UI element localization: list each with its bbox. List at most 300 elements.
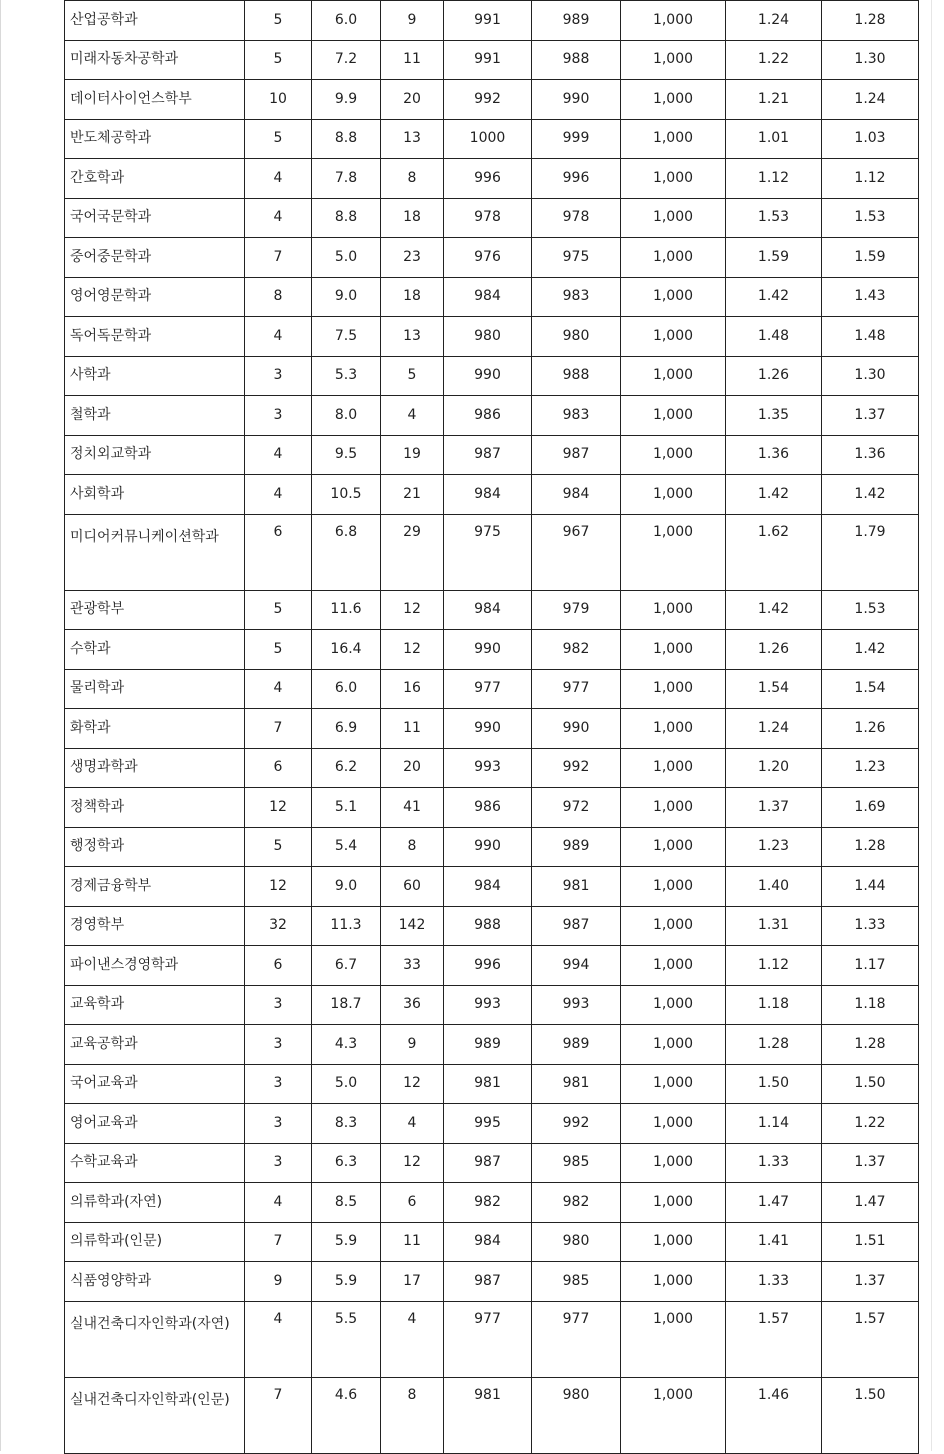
- department-name-cell: 독어독문학과: [65, 317, 245, 357]
- department-name-cell: 철학과: [65, 396, 245, 436]
- competition-rate-cell: 7.2: [312, 40, 381, 80]
- waitlist-cell: 18: [381, 198, 444, 238]
- grade-top-cell: 1.48: [726, 317, 822, 357]
- waitlist-cell: 13: [381, 119, 444, 159]
- grade-top-cell: 1.22: [726, 40, 822, 80]
- quota-cell: 4: [245, 669, 312, 709]
- grade-top-cell: 1.37: [726, 788, 822, 828]
- competition-rate-cell: 6.0: [312, 1, 381, 41]
- quota-cell: 8: [245, 277, 312, 317]
- table-row: [65, 80, 919, 120]
- grade-bottom-cell: 1.37: [822, 396, 919, 436]
- quota-cell: 4: [245, 435, 312, 475]
- grade-bottom-cell: 1.43: [822, 277, 919, 317]
- score-bottom-cell: 982: [532, 1183, 621, 1223]
- grade-top-cell: 1.28: [726, 1025, 822, 1065]
- grade-bottom-cell: 1.30: [822, 40, 919, 80]
- waitlist-cell: 8: [381, 1377, 444, 1453]
- department-name-cell: 정책학과: [65, 788, 245, 828]
- grade-bottom-cell: 1.44: [822, 867, 919, 907]
- waitlist-cell: 17: [381, 1262, 444, 1302]
- department-name-cell: 관광학부: [65, 590, 245, 630]
- grade-bottom-cell: 1.28: [822, 827, 919, 867]
- waitlist-cell: 142: [381, 906, 444, 946]
- table-row: [65, 630, 919, 670]
- grade-top-cell: 1.42: [726, 475, 822, 515]
- grade-top-cell: 1.24: [726, 1, 822, 41]
- competition-rate-cell: 18.7: [312, 985, 381, 1025]
- score-bottom-cell: 979: [532, 590, 621, 630]
- competition-rate-cell: 5.3: [312, 356, 381, 396]
- waitlist-cell: 29: [381, 514, 444, 590]
- grade-top-cell: 1.12: [726, 946, 822, 986]
- score-top-cell: 990: [444, 630, 532, 670]
- grade-bottom-cell: 1.42: [822, 475, 919, 515]
- score-bottom-cell: 996: [532, 159, 621, 199]
- table-row: [65, 867, 919, 907]
- table-row: [65, 198, 919, 238]
- grade-bottom-cell: 1.42: [822, 630, 919, 670]
- grade-top-cell: 1.35: [726, 396, 822, 436]
- max-score-cell: 1,000: [621, 238, 726, 278]
- waitlist-cell: 12: [381, 590, 444, 630]
- score-top-cell: 982: [444, 1183, 532, 1223]
- score-bottom-cell: 992: [532, 1104, 621, 1144]
- score-bottom-cell: 983: [532, 396, 621, 436]
- score-bottom-cell: 978: [532, 198, 621, 238]
- grade-bottom-cell: 1.79: [822, 514, 919, 590]
- table-row: [65, 709, 919, 749]
- waitlist-cell: 60: [381, 867, 444, 907]
- score-bottom-cell: 993: [532, 985, 621, 1025]
- grade-bottom-cell: 1.47: [822, 1183, 919, 1223]
- department-name-cell: 영어영문학과: [65, 277, 245, 317]
- grade-bottom-cell: 1.53: [822, 590, 919, 630]
- waitlist-cell: 4: [381, 1104, 444, 1144]
- score-top-cell: 984: [444, 867, 532, 907]
- department-name-cell: 수학과: [65, 630, 245, 670]
- max-score-cell: 1,000: [621, 946, 726, 986]
- quota-cell: 10: [245, 80, 312, 120]
- department-name-cell: 산업공학과: [65, 1, 245, 41]
- grade-top-cell: 1.33: [726, 1262, 822, 1302]
- waitlist-cell: 4: [381, 396, 444, 436]
- max-score-cell: 1,000: [621, 1183, 726, 1223]
- table-row: [65, 40, 919, 80]
- max-score-cell: 1,000: [621, 590, 726, 630]
- score-top-cell: 986: [444, 788, 532, 828]
- table-body: [65, 1, 919, 1454]
- grade-top-cell: 1.53: [726, 198, 822, 238]
- competition-rate-cell: 5.1: [312, 788, 381, 828]
- score-bottom-cell: 980: [532, 1377, 621, 1453]
- max-score-cell: 1,000: [621, 630, 726, 670]
- quota-cell: 3: [245, 1064, 312, 1104]
- competition-rate-cell: 5.0: [312, 238, 381, 278]
- grade-top-cell: 1.31: [726, 906, 822, 946]
- quota-cell: 4: [245, 475, 312, 515]
- table-row: [65, 119, 919, 159]
- max-score-cell: 1,000: [621, 669, 726, 709]
- waitlist-cell: 19: [381, 435, 444, 475]
- score-bottom-cell: 977: [532, 1301, 621, 1377]
- competition-rate-cell: 11.3: [312, 906, 381, 946]
- score-top-cell: 990: [444, 827, 532, 867]
- department-name-cell: 영어교육과: [65, 1104, 245, 1144]
- grade-bottom-cell: 1.03: [822, 119, 919, 159]
- grade-bottom-cell: 1.50: [822, 1377, 919, 1453]
- score-bottom-cell: 985: [532, 1262, 621, 1302]
- max-score-cell: 1,000: [621, 748, 726, 788]
- quota-cell: 3: [245, 356, 312, 396]
- page-left-border: [0, 0, 1, 1451]
- max-score-cell: 1,000: [621, 1143, 726, 1183]
- score-top-cell: 991: [444, 40, 532, 80]
- competition-rate-cell: 5.0: [312, 1064, 381, 1104]
- quota-cell: 6: [245, 946, 312, 986]
- department-name-cell: 실내건축디자인학과(인문): [65, 1377, 245, 1453]
- grade-top-cell: 1.33: [726, 1143, 822, 1183]
- table-row: [65, 514, 919, 590]
- score-bottom-cell: 990: [532, 80, 621, 120]
- department-name-cell: 교육학과: [65, 985, 245, 1025]
- grade-bottom-cell: 1.37: [822, 1143, 919, 1183]
- score-bottom-cell: 975: [532, 238, 621, 278]
- score-bottom-cell: 989: [532, 827, 621, 867]
- score-bottom-cell: 990: [532, 709, 621, 749]
- max-score-cell: 1,000: [621, 1301, 726, 1377]
- department-name-cell: 정치외교학과: [65, 435, 245, 475]
- score-top-cell: 977: [444, 1301, 532, 1377]
- quota-cell: 3: [245, 985, 312, 1025]
- competition-rate-cell: 9.9: [312, 80, 381, 120]
- score-top-cell: 976: [444, 238, 532, 278]
- scrollbar-track[interactable]: [931, 0, 944, 1451]
- score-top-cell: 986: [444, 396, 532, 436]
- score-bottom-cell: 981: [532, 867, 621, 907]
- score-top-cell: 995: [444, 1104, 532, 1144]
- max-score-cell: 1,000: [621, 356, 726, 396]
- table-row: [65, 396, 919, 436]
- department-name-cell: 경제금융학부: [65, 867, 245, 907]
- waitlist-cell: 12: [381, 630, 444, 670]
- waitlist-cell: 9: [381, 1, 444, 41]
- score-top-cell: 977: [444, 669, 532, 709]
- table-row: [65, 827, 919, 867]
- quota-cell: 3: [245, 1104, 312, 1144]
- table-row: [65, 1377, 919, 1453]
- quota-cell: 6: [245, 514, 312, 590]
- score-top-cell: 981: [444, 1377, 532, 1453]
- table-row: [65, 317, 919, 357]
- quota-cell: 4: [245, 159, 312, 199]
- score-top-cell: 978: [444, 198, 532, 238]
- grade-bottom-cell: 1.33: [822, 906, 919, 946]
- grade-bottom-cell: 1.54: [822, 669, 919, 709]
- grade-bottom-cell: 1.36: [822, 435, 919, 475]
- competition-rate-cell: 5.9: [312, 1222, 381, 1262]
- grade-bottom-cell: 1.17: [822, 946, 919, 986]
- grade-bottom-cell: 1.48: [822, 317, 919, 357]
- quota-cell: 5: [245, 630, 312, 670]
- max-score-cell: 1,000: [621, 159, 726, 199]
- quota-cell: 5: [245, 40, 312, 80]
- max-score-cell: 1,000: [621, 867, 726, 907]
- grade-top-cell: 1.36: [726, 435, 822, 475]
- max-score-cell: 1,000: [621, 475, 726, 515]
- waitlist-cell: 11: [381, 1222, 444, 1262]
- max-score-cell: 1,000: [621, 788, 726, 828]
- score-top-cell: 996: [444, 159, 532, 199]
- score-bottom-cell: 980: [532, 1222, 621, 1262]
- score-bottom-cell: 984: [532, 475, 621, 515]
- quota-cell: 7: [245, 1222, 312, 1262]
- score-top-cell: 989: [444, 1025, 532, 1065]
- competition-rate-cell: 4.6: [312, 1377, 381, 1453]
- grade-top-cell: 1.41: [726, 1222, 822, 1262]
- competition-rate-cell: 9.0: [312, 867, 381, 907]
- max-score-cell: 1,000: [621, 1104, 726, 1144]
- competition-rate-cell: 10.5: [312, 475, 381, 515]
- quota-cell: 12: [245, 867, 312, 907]
- competition-rate-cell: 6.2: [312, 748, 381, 788]
- quota-cell: 6: [245, 748, 312, 788]
- grade-top-cell: 1.59: [726, 238, 822, 278]
- table-row: [65, 1262, 919, 1302]
- competition-rate-cell: 9.5: [312, 435, 381, 475]
- max-score-cell: 1,000: [621, 827, 726, 867]
- quota-cell: 4: [245, 1183, 312, 1223]
- table-row: [65, 1104, 919, 1144]
- grade-bottom-cell: 1.26: [822, 709, 919, 749]
- max-score-cell: 1,000: [621, 317, 726, 357]
- quota-cell: 3: [245, 396, 312, 436]
- department-name-cell: 수학교육과: [65, 1143, 245, 1183]
- quota-cell: 5: [245, 590, 312, 630]
- department-name-cell: 데이터사이언스학부: [65, 80, 245, 120]
- department-name-cell: 물리학과: [65, 669, 245, 709]
- table-row: [65, 669, 919, 709]
- department-name-cell: 중어중문학과: [65, 238, 245, 278]
- department-name-cell: 실내건축디자인학과(자연): [65, 1301, 245, 1377]
- grade-top-cell: 1.26: [726, 356, 822, 396]
- grade-top-cell: 1.42: [726, 277, 822, 317]
- table-row: [65, 1025, 919, 1065]
- department-name-cell: 의류학과(자연): [65, 1183, 245, 1223]
- waitlist-cell: 13: [381, 317, 444, 357]
- grade-top-cell: 1.21: [726, 80, 822, 120]
- competition-rate-cell: 6.7: [312, 946, 381, 986]
- waitlist-cell: 8: [381, 827, 444, 867]
- waitlist-cell: 41: [381, 788, 444, 828]
- score-bottom-cell: 987: [532, 906, 621, 946]
- grade-top-cell: 1.42: [726, 590, 822, 630]
- department-name-cell: 생명과학과: [65, 748, 245, 788]
- score-bottom-cell: 988: [532, 356, 621, 396]
- score-bottom-cell: 977: [532, 669, 621, 709]
- score-bottom-cell: 980: [532, 317, 621, 357]
- grade-top-cell: 1.40: [726, 867, 822, 907]
- score-top-cell: 996: [444, 946, 532, 986]
- waitlist-cell: 36: [381, 985, 444, 1025]
- score-bottom-cell: 983: [532, 277, 621, 317]
- grade-bottom-cell: 1.28: [822, 1, 919, 41]
- competition-rate-cell: 8.8: [312, 198, 381, 238]
- max-score-cell: 1,000: [621, 1064, 726, 1104]
- grade-bottom-cell: 1.53: [822, 198, 919, 238]
- competition-rate-cell: 7.5: [312, 317, 381, 357]
- waitlist-cell: 9: [381, 1025, 444, 1065]
- competition-rate-cell: 6.0: [312, 669, 381, 709]
- competition-rate-cell: 8.3: [312, 1104, 381, 1144]
- grade-top-cell: 1.26: [726, 630, 822, 670]
- score-bottom-cell: 981: [532, 1064, 621, 1104]
- competition-rate-cell: 8.8: [312, 119, 381, 159]
- grade-bottom-cell: 1.37: [822, 1262, 919, 1302]
- quota-cell: 4: [245, 1301, 312, 1377]
- score-top-cell: 981: [444, 1064, 532, 1104]
- score-bottom-cell: 994: [532, 946, 621, 986]
- grade-top-cell: 1.50: [726, 1064, 822, 1104]
- max-score-cell: 1,000: [621, 906, 726, 946]
- score-top-cell: 984: [444, 475, 532, 515]
- quota-cell: 3: [245, 1143, 312, 1183]
- waitlist-cell: 8: [381, 159, 444, 199]
- score-top-cell: 1000: [444, 119, 532, 159]
- grade-bottom-cell: 1.22: [822, 1104, 919, 1144]
- department-name-cell: 교육공학과: [65, 1025, 245, 1065]
- grade-bottom-cell: 1.69: [822, 788, 919, 828]
- score-top-cell: 993: [444, 985, 532, 1025]
- department-name-cell: 경영학부: [65, 906, 245, 946]
- quota-cell: 5: [245, 1, 312, 41]
- score-top-cell: 987: [444, 435, 532, 475]
- table-row: [65, 1064, 919, 1104]
- score-bottom-cell: 999: [532, 119, 621, 159]
- quota-cell: 4: [245, 198, 312, 238]
- waitlist-cell: 5: [381, 356, 444, 396]
- table-row: [65, 985, 919, 1025]
- waitlist-cell: 12: [381, 1064, 444, 1104]
- quota-cell: 32: [245, 906, 312, 946]
- waitlist-cell: 23: [381, 238, 444, 278]
- max-score-cell: 1,000: [621, 1025, 726, 1065]
- max-score-cell: 1,000: [621, 396, 726, 436]
- score-top-cell: 988: [444, 906, 532, 946]
- max-score-cell: 1,000: [621, 40, 726, 80]
- max-score-cell: 1,000: [621, 198, 726, 238]
- quota-cell: 5: [245, 119, 312, 159]
- max-score-cell: 1,000: [621, 1222, 726, 1262]
- score-top-cell: 987: [444, 1262, 532, 1302]
- quota-cell: 12: [245, 788, 312, 828]
- max-score-cell: 1,000: [621, 985, 726, 1025]
- score-top-cell: 993: [444, 748, 532, 788]
- table-row: [65, 1301, 919, 1377]
- score-bottom-cell: 989: [532, 1025, 621, 1065]
- quota-cell: 5: [245, 827, 312, 867]
- grade-top-cell: 1.14: [726, 1104, 822, 1144]
- department-name-cell: 행정학과: [65, 827, 245, 867]
- grade-bottom-cell: 1.50: [822, 1064, 919, 1104]
- department-name-cell: 반도체공학과: [65, 119, 245, 159]
- grade-top-cell: 1.24: [726, 709, 822, 749]
- table-row: [65, 906, 919, 946]
- grade-top-cell: 1.57: [726, 1301, 822, 1377]
- grade-bottom-cell: 1.28: [822, 1025, 919, 1065]
- competition-rate-cell: 8.5: [312, 1183, 381, 1223]
- grade-bottom-cell: 1.59: [822, 238, 919, 278]
- competition-rate-cell: 9.0: [312, 277, 381, 317]
- score-top-cell: 990: [444, 356, 532, 396]
- score-bottom-cell: 989: [532, 1, 621, 41]
- table-row: [65, 435, 919, 475]
- max-score-cell: 1,000: [621, 514, 726, 590]
- grade-top-cell: 1.12: [726, 159, 822, 199]
- table-row: [65, 1222, 919, 1262]
- department-name-cell: 사학과: [65, 356, 245, 396]
- department-name-cell: 화학과: [65, 709, 245, 749]
- waitlist-cell: 6: [381, 1183, 444, 1223]
- score-top-cell: 990: [444, 709, 532, 749]
- score-bottom-cell: 972: [532, 788, 621, 828]
- waitlist-cell: 11: [381, 709, 444, 749]
- waitlist-cell: 4: [381, 1301, 444, 1377]
- waitlist-cell: 21: [381, 475, 444, 515]
- table-row: [65, 1183, 919, 1223]
- waitlist-cell: 20: [381, 80, 444, 120]
- waitlist-cell: 12: [381, 1143, 444, 1183]
- max-score-cell: 1,000: [621, 1377, 726, 1453]
- table-row: [65, 277, 919, 317]
- score-bottom-cell: 967: [532, 514, 621, 590]
- table-row: [65, 1, 919, 41]
- quota-cell: 9: [245, 1262, 312, 1302]
- department-name-cell: 국어국문학과: [65, 198, 245, 238]
- competition-rate-cell: 5.5: [312, 1301, 381, 1377]
- waitlist-cell: 33: [381, 946, 444, 986]
- max-score-cell: 1,000: [621, 80, 726, 120]
- department-name-cell: 미래자동차공학과: [65, 40, 245, 80]
- table-row: [65, 946, 919, 986]
- competition-rate-cell: 16.4: [312, 630, 381, 670]
- table-row: [65, 475, 919, 515]
- competition-rate-cell: 6.9: [312, 709, 381, 749]
- grade-bottom-cell: 1.51: [822, 1222, 919, 1262]
- score-top-cell: 984: [444, 277, 532, 317]
- competition-rate-cell: 5.4: [312, 827, 381, 867]
- grade-top-cell: 1.18: [726, 985, 822, 1025]
- max-score-cell: 1,000: [621, 1262, 726, 1302]
- department-name-cell: 간호학과: [65, 159, 245, 199]
- max-score-cell: 1,000: [621, 277, 726, 317]
- quota-cell: 3: [245, 1025, 312, 1065]
- competition-rate-cell: 8.0: [312, 396, 381, 436]
- table-row: [65, 590, 919, 630]
- competition-rate-cell: 4.3: [312, 1025, 381, 1065]
- table-row: [65, 238, 919, 278]
- score-top-cell: 992: [444, 80, 532, 120]
- department-name-cell: 식품영양학과: [65, 1262, 245, 1302]
- waitlist-cell: 16: [381, 669, 444, 709]
- department-name-cell: 국어교육과: [65, 1064, 245, 1104]
- max-score-cell: 1,000: [621, 709, 726, 749]
- department-name-cell: 파이낸스경영학과: [65, 946, 245, 986]
- grade-top-cell: 1.47: [726, 1183, 822, 1223]
- grade-top-cell: 1.01: [726, 119, 822, 159]
- quota-cell: 7: [245, 1377, 312, 1453]
- quota-cell: 7: [245, 709, 312, 749]
